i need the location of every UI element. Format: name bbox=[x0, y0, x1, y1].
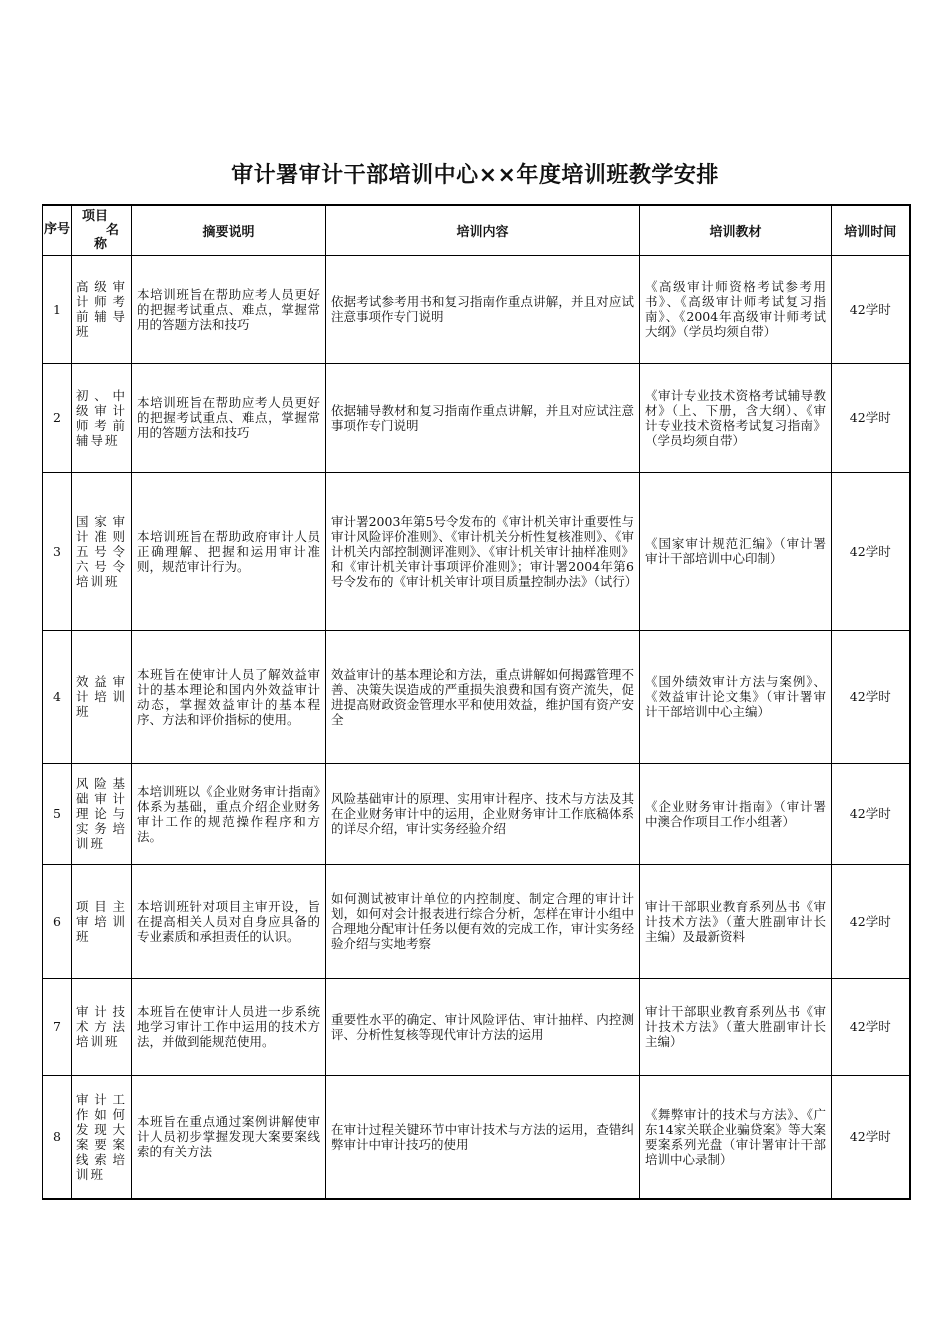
row-no: 8 bbox=[43, 1075, 72, 1199]
table-row bbox=[43, 864, 910, 978]
row-name: 审计工作如何发现大案要案线索培训班 bbox=[72, 1075, 132, 1199]
row-content: 风险基础审计的原理、实用审计程序、技术与方法及其在企业财务审计中的运用，企业财务审计工作底稿体系的详尽介绍，审计实务经验介绍 bbox=[326, 763, 640, 864]
table-row bbox=[43, 255, 910, 363]
row-name: 国家审计准则五号令六号令培训班 bbox=[72, 472, 132, 630]
table-row bbox=[43, 1075, 910, 1199]
row-summary: 本班旨在使审计人员了解效益审计的基本理论和国内外效益审计动态，掌握效益审计的基本程序、方法和评价指标的使用。 bbox=[132, 630, 326, 763]
training-schedule-table bbox=[42, 204, 911, 1200]
row-name: 风险基础审计理论与实务培训班 bbox=[72, 763, 132, 864]
row-materials: 《高级审计师资格考试参考用书》、《高级审计师考试复习指南》、《2004年高级审计师考试大纲》（学员均须自带） bbox=[640, 255, 832, 363]
row-content: 依据辅导教材和复习指南作重点讲解，并且对应试注意事项作专门说明 bbox=[326, 363, 640, 472]
row-summary: 本培训班旨在帮助应考人员更好的把握考试重点、难点，掌握常用的答题方法和技巧 bbox=[132, 255, 326, 363]
table-row bbox=[43, 472, 910, 630]
row-no: 3 bbox=[43, 472, 72, 630]
row-summary: 本培训班以《企业财务审计指南》体系为基础，重点介绍企业财务审计工作的规范操作程序和方法。 bbox=[132, 763, 326, 864]
row-hours: 42学时 bbox=[832, 255, 910, 363]
page-title: 审计署审计干部培训中心××年度培训班教学安排 bbox=[231, 163, 719, 188]
header-name-part2: 名 bbox=[106, 223, 120, 238]
row-content: 在审计过程关键环节中审计技术与方法的运用，查错纠弊审计中审计技巧的使用 bbox=[326, 1075, 640, 1199]
row-materials: 《国外绩效审计方法与案例》、《效益审计论文集》（审计署审计干部培训中心主编） bbox=[640, 630, 832, 763]
row-hours: 42学时 bbox=[832, 630, 910, 763]
table-row bbox=[43, 978, 910, 1075]
row-content: 如何测试被审计单位的内控制度、制定合理的审计计划，如何对会计报表进行综合分析，怎样在审计小组中合理地分配审计任务以便有效的完成工作，审计实务经验介绍与实地考察 bbox=[326, 864, 640, 978]
header-no: 序号 bbox=[43, 205, 72, 255]
row-name: 项目主审培训班 bbox=[72, 864, 132, 978]
header-summary: 摘要说明 bbox=[132, 205, 326, 255]
row-materials: 审计干部职业教育系列丛书《审计技术方法》（董大胜副审计长主编）及最新资料 bbox=[640, 864, 832, 978]
row-no: 5 bbox=[43, 763, 72, 864]
header-name-part1: 项目 bbox=[82, 209, 109, 224]
table-row bbox=[43, 363, 910, 472]
row-name: 审计技术方法培训班 bbox=[72, 978, 132, 1075]
header-name-part3: 称 bbox=[94, 237, 108, 252]
row-materials: 《企业财务审计指南》（审计署中澳合作项目工作小组著） bbox=[640, 763, 832, 864]
table-row bbox=[43, 763, 910, 864]
header-row bbox=[43, 205, 910, 255]
row-name: 效益审计培训班 bbox=[72, 630, 132, 763]
row-hours: 42学时 bbox=[832, 363, 910, 472]
row-summary: 本班旨在重点通过案例讲解使审计人员初步掌握发现大案要案线索的有关方法 bbox=[132, 1075, 326, 1199]
row-content: 依据考试参考用书和复习指南作重点讲解，并且对应试注意事项作专门说明 bbox=[326, 255, 640, 363]
row-materials: 《审计专业技术资格考试辅导教材》（上、下册，含大纲）、《审计专业技术资格考试复习指南》（学员均须自带） bbox=[640, 363, 832, 472]
row-content: 效益审计的基本理论和方法，重点讲解如何揭露管理不善、决策失误造成的严重损失浪费和国有资产流失，促进提高财政资金管理水平和使用效益，维护国有资产安全 bbox=[326, 630, 640, 763]
header-materials: 培训教材 bbox=[640, 205, 832, 255]
row-name: 初、中级审计师考前辅导班 bbox=[72, 363, 132, 472]
row-summary: 本培训班针对项目主审开设，旨在提高相关人员对自身应具备的专业素质和承担责任的认识。 bbox=[132, 864, 326, 978]
row-materials: 审计干部职业教育系列丛书《审计技术方法》（董大胜副审计长主编） bbox=[640, 978, 832, 1075]
row-name: 高级审计师考前辅导班 bbox=[72, 255, 132, 363]
table-row bbox=[43, 630, 910, 763]
header-hours: 培训时间 bbox=[832, 205, 910, 255]
header-content: 培训内容 bbox=[326, 205, 640, 255]
row-no: 7 bbox=[43, 978, 72, 1075]
row-materials: 《舞弊审计的技术与方法》、《广东14家关联企业骗贷案》等大案要案系列光盘（审计署审计干部培训中心录制） bbox=[640, 1075, 832, 1199]
row-summary: 本培训班旨在帮助政府审计人员正确理解、把握和运用审计准则，规范审计行为。 bbox=[132, 472, 326, 630]
row-hours: 42学时 bbox=[832, 864, 910, 978]
row-no: 1 bbox=[43, 255, 72, 363]
header-name bbox=[72, 205, 132, 255]
row-no: 4 bbox=[43, 630, 72, 763]
row-summary: 本培训班旨在帮助应考人员更好的把握考试重点、难点，掌握常用的答题方法和技巧 bbox=[132, 363, 326, 472]
row-summary: 本班旨在使审计人员进一步系统地学习审计工作中运用的技术方法，并做到能规范使用。 bbox=[132, 978, 326, 1075]
row-hours: 42学时 bbox=[832, 978, 910, 1075]
row-materials: 《国家审计规范汇编》（审计署审计干部培训中心印制） bbox=[640, 472, 832, 630]
row-hours: 42学时 bbox=[832, 1075, 910, 1199]
row-content: 重要性水平的确定、审计风险评估、审计抽样、内控测评、分析性复核等现代审计方法的运用 bbox=[326, 978, 640, 1075]
row-no: 6 bbox=[43, 864, 72, 978]
row-no: 2 bbox=[43, 363, 72, 472]
row-hours: 42学时 bbox=[832, 472, 910, 630]
row-content: 审计署2003年第5号令发布的《审计机关审计重要性与审计风险评价准则》、《审计机关分析性复核准则》、《审计机关内部控制测评准则》、《审计机关审计抽样准则》和《审计机关审计事项评价准则》；审计署2004年第6号令发布的《审计机关审计项目质量控制办法》（试行） bbox=[326, 472, 640, 630]
row-hours: 42学时 bbox=[832, 763, 910, 864]
